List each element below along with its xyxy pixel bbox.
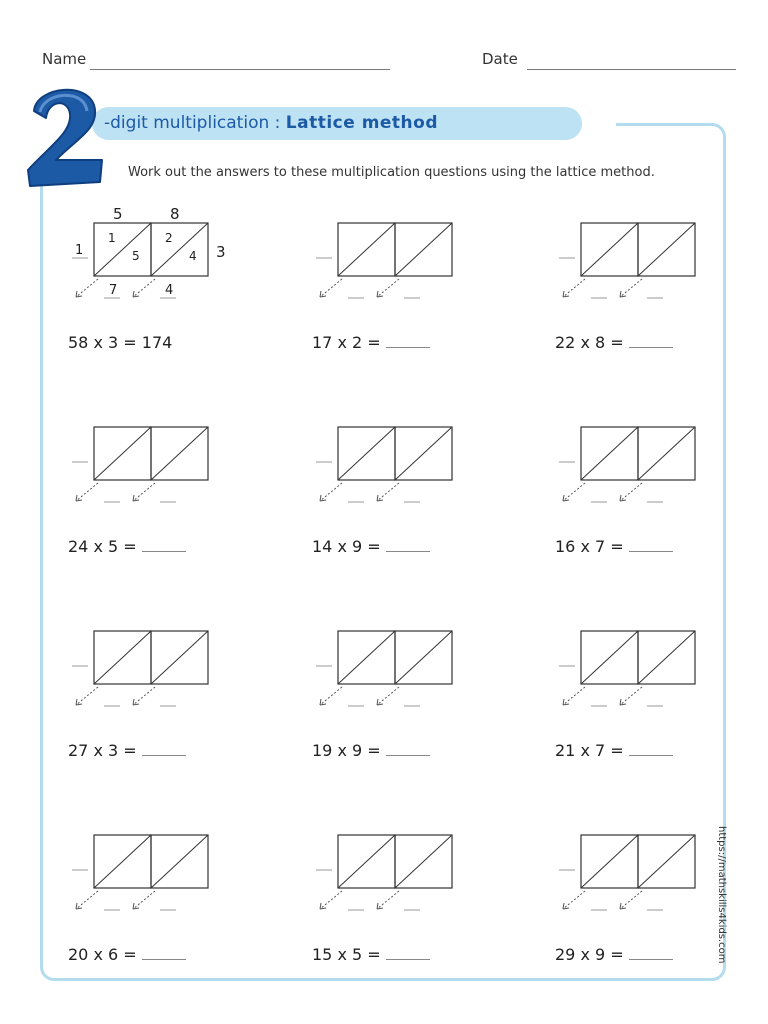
- date-field[interactable]: [527, 69, 736, 70]
- lattice-grid: [68, 819, 268, 939]
- equation: [555, 945, 673, 964]
- lattice-diagonal: [638, 835, 695, 888]
- lattice-grid: [555, 819, 755, 939]
- lattice-diagonal: [151, 223, 208, 276]
- lattice-diagonal: [638, 223, 695, 276]
- cell-ones-digit: 5: [132, 249, 140, 263]
- arrow-dotted: [563, 687, 585, 705]
- equation-text: 14 x 9 =: [312, 537, 386, 556]
- arrow-dotted: [76, 483, 98, 501]
- answer-blank[interactable]: [386, 945, 430, 960]
- cell-tens-digit: 2: [165, 231, 173, 245]
- arrow-dotted: [620, 483, 642, 501]
- lattice-grid: [68, 615, 268, 735]
- equation: [555, 333, 673, 352]
- answer-text: 174: [141, 333, 173, 352]
- arrow-dotted: [76, 687, 98, 705]
- arrow-dotted: [76, 279, 98, 297]
- instructions: Work out the answers to these multiplication questions using the lattice method.: [128, 165, 655, 180]
- arrow-dotted: [320, 483, 342, 501]
- equation: [68, 945, 186, 964]
- lattice-grid: [555, 207, 755, 327]
- lattice-problem: [555, 207, 755, 387]
- lattice-diagonal: [94, 223, 151, 276]
- lattice-grid: [555, 615, 755, 735]
- lattice-problem: [68, 615, 268, 795]
- equation: [555, 741, 673, 760]
- equation: [312, 537, 430, 556]
- equation-text: 16 x 7 =: [555, 537, 629, 556]
- answer-blank[interactable]: [629, 741, 673, 756]
- answer-blank[interactable]: [629, 537, 673, 552]
- answer-digit: 4: [165, 283, 174, 298]
- equation: [555, 537, 673, 556]
- lattice-diagonal: [638, 631, 695, 684]
- date-label: Date: [482, 50, 518, 68]
- answer-blank[interactable]: [142, 945, 186, 960]
- lattice-diagonal: [581, 427, 638, 480]
- arrow-dotted: [133, 279, 155, 297]
- lattice-problem: [555, 411, 755, 591]
- lattice-grid: [312, 207, 512, 327]
- lattice-diagonal: [395, 835, 452, 888]
- multiplicand-digit: 5: [113, 207, 123, 223]
- equation: [68, 333, 172, 352]
- lattice-diagonal: [638, 427, 695, 480]
- arrow-dotted: [620, 687, 642, 705]
- lattice-diagonal: [581, 835, 638, 888]
- equation-text: 19 x 9 =: [312, 741, 386, 760]
- equation: [68, 741, 186, 760]
- lattice-diagonal: [94, 427, 151, 480]
- lattice-diagonal: [395, 631, 452, 684]
- multiplier-digit: 3: [216, 243, 226, 261]
- lattice-grid: [68, 207, 268, 327]
- lattice-problem: [555, 819, 755, 999]
- answer-blank[interactable]: [386, 333, 430, 348]
- answer-blank[interactable]: [142, 741, 186, 756]
- cell-tens-digit: 1: [108, 231, 116, 245]
- page-title: [104, 113, 438, 133]
- lattice-diagonal: [151, 835, 208, 888]
- equation-text: 58 x 3 =: [68, 333, 142, 352]
- arrow-dotted: [377, 687, 399, 705]
- answer-blank[interactable]: [386, 537, 430, 552]
- lattice-diagonal: [94, 631, 151, 684]
- arrow-dotted: [563, 483, 585, 501]
- lattice-diagonal: [395, 427, 452, 480]
- answer-blank[interactable]: [629, 333, 673, 348]
- arrow-dotted: [133, 483, 155, 501]
- lattice-grid: [312, 819, 512, 939]
- lattice-grid: [312, 411, 512, 531]
- lattice-grid: [68, 411, 268, 531]
- equation-text: 22 x 8 =: [555, 333, 629, 352]
- equation-text: 24 x 5 =: [68, 537, 142, 556]
- lattice-diagonal: [151, 427, 208, 480]
- lattice-grid: [312, 615, 512, 735]
- name-field[interactable]: [90, 69, 390, 70]
- arrow-dotted: [377, 279, 399, 297]
- title-light: -digit multiplication :: [104, 113, 286, 133]
- answer-blank[interactable]: [386, 741, 430, 756]
- lattice-problem: [312, 207, 512, 387]
- lattice-problem: [312, 819, 512, 999]
- lattice-grid: [555, 411, 755, 531]
- lattice-diagonal: [338, 631, 395, 684]
- lattice-problem: [68, 819, 268, 999]
- title-bold: Lattice method: [285, 113, 439, 133]
- lattice-diagonal: [581, 223, 638, 276]
- lattice-diagonal: [94, 835, 151, 888]
- arrow-dotted: [320, 687, 342, 705]
- arrow-dotted: [76, 891, 98, 909]
- lattice-diagonal: [395, 223, 452, 276]
- lattice-problem: [312, 615, 512, 795]
- equation-text: 20 x 6 =: [68, 945, 142, 964]
- equation: [312, 741, 430, 760]
- lattice-problem: [68, 411, 268, 591]
- arrow-dotted: [563, 891, 585, 909]
- arrow-dotted: [377, 891, 399, 909]
- equation-text: 21 x 7 =: [555, 741, 629, 760]
- answer-blank[interactable]: [142, 537, 186, 552]
- digit-two-logo: [20, 78, 110, 193]
- lattice-diagonal: [338, 427, 395, 480]
- arrow-dotted: [377, 483, 399, 501]
- equation-text: 17 x 2 =: [312, 333, 386, 352]
- lattice-diagonal: [151, 631, 208, 684]
- arrow-dotted: [620, 279, 642, 297]
- equation-text: 29 x 9 =: [555, 945, 629, 964]
- equation: [312, 945, 430, 964]
- carry-digit: 1: [75, 243, 84, 258]
- arrow-dotted: [320, 891, 342, 909]
- website-url: https://mathskills4kids.com: [716, 826, 727, 964]
- lattice-problem: [555, 615, 755, 795]
- arrow-dotted: [133, 687, 155, 705]
- answer-blank[interactable]: [629, 945, 673, 960]
- equation-text: 15 x 5 =: [312, 945, 386, 964]
- lattice-diagonal: [338, 835, 395, 888]
- cell-ones-digit: 4: [189, 249, 197, 263]
- equation: [312, 333, 430, 352]
- arrow-dotted: [620, 891, 642, 909]
- name-label: Name: [42, 50, 87, 68]
- equation: [68, 537, 186, 556]
- lattice-diagonal: [338, 223, 395, 276]
- lattice-diagonal: [581, 631, 638, 684]
- lattice-problem: [68, 207, 268, 387]
- arrow-dotted: [563, 279, 585, 297]
- arrow-dotted: [133, 891, 155, 909]
- arrow-dotted: [320, 279, 342, 297]
- equation-text: 27 x 3 =: [68, 741, 142, 760]
- answer-digit: 7: [109, 283, 118, 298]
- lattice-problem: [312, 411, 512, 591]
- multiplicand-digit: 8: [170, 207, 180, 223]
